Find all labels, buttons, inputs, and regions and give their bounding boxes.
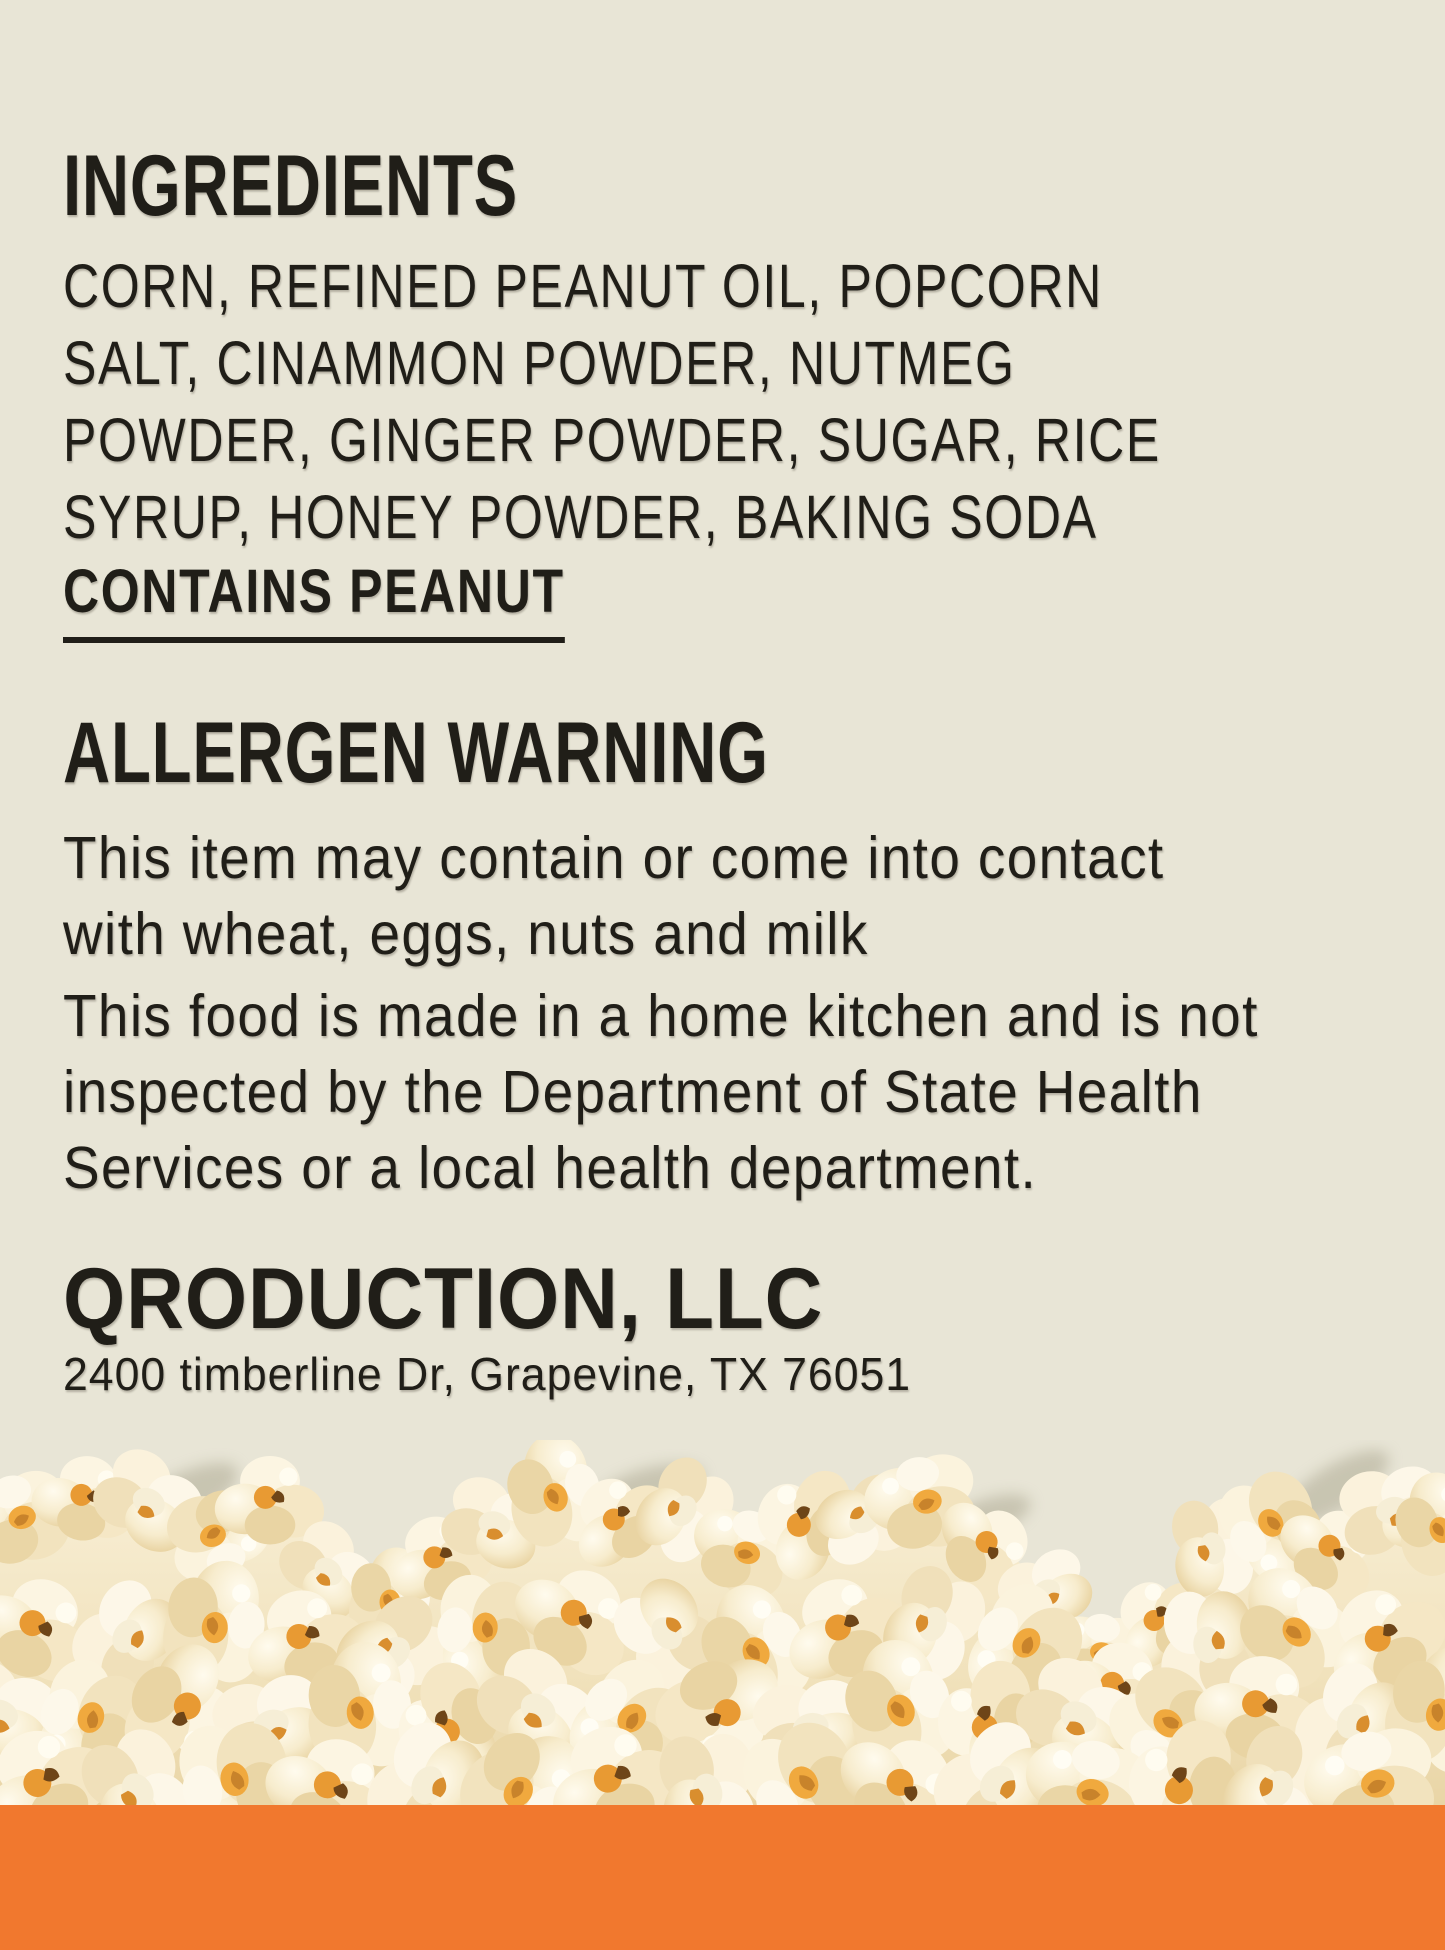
allergen-paragraph — [63, 820, 1259, 972]
allergen-line: with wheat, eggs, nuts and milk — [63, 901, 869, 967]
home-kitchen-disclaimer — [63, 978, 1259, 1206]
orange-footer-bar — [0, 1805, 1445, 1950]
allergen-line: Services or a local health department. — [63, 1135, 1038, 1201]
contains-peanut-note — [63, 553, 565, 643]
ingredients-line: CORN, REFINED PEANUT OIL, POPCORN — [63, 252, 1103, 320]
contains-peanut-text: CONTAINS PEANUT — [63, 553, 565, 643]
popcorn-image — [0, 1440, 1445, 1805]
ingredients-line: POWDER, GINGER POWDER, SUGAR, RICE — [63, 406, 1161, 474]
allergen-warning-text — [63, 820, 1259, 1206]
allergen-line: This item may contain or come into contact — [63, 825, 1165, 891]
ingredients-line: SYRUP, HONEY POWDER, BAKING SODA — [63, 483, 1098, 551]
ingredients-heading: INGREDIENTS — [63, 138, 519, 234]
allergen-line: inspected by the Department of State Health — [63, 1059, 1203, 1125]
allergen-heading: ALLERGEN WARNING — [63, 705, 769, 801]
ingredients-line: SALT, CINAMMON POWDER, NUTMEG — [63, 329, 1016, 397]
allergen-line: This food is made in a home kitchen and is not — [63, 983, 1259, 1049]
producer-address: 2400 timberline Dr, Grapevine, TX 76051 — [63, 1348, 912, 1400]
producer-name: QRODUCTION, LLC — [63, 1251, 824, 1347]
ingredients-list — [63, 248, 1161, 556]
